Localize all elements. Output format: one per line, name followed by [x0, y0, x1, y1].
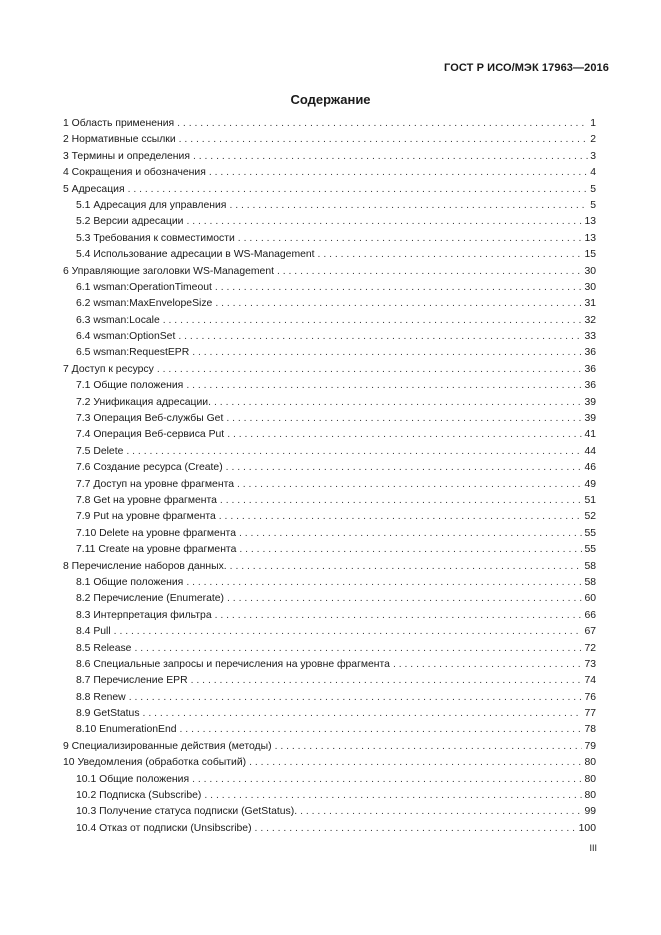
toc-subentry[interactable] [63, 657, 596, 673]
toc-subentry[interactable] [63, 460, 596, 476]
toc-entry-page: 4 [590, 167, 596, 179]
toc-leader-dots [186, 378, 582, 394]
toc-leader-dots [230, 559, 583, 575]
toc-entry-page: 36 [584, 380, 596, 392]
toc-subentry[interactable] [63, 804, 596, 820]
toc-entry[interactable] [63, 739, 596, 755]
toc-entry-label: 5.1 Адресация для управления [76, 199, 227, 211]
toc-leader-dots [318, 247, 583, 263]
toc-entry-page: 39 [584, 396, 596, 408]
toc-leader-dots [177, 116, 588, 132]
toc-entry-label: 7.4 Операция Веб-сервиса Put [76, 429, 225, 441]
toc-entry-page: 72 [584, 642, 596, 654]
toc-entry-label: 8.2 Перечисление (Enumerate) [76, 593, 225, 605]
toc-entry-label: 6.1 wsman:OperationTimeout [76, 281, 212, 293]
toc-leader-dots [134, 641, 582, 657]
toc-entry[interactable] [63, 149, 596, 165]
toc-entry-page: 30 [584, 281, 596, 293]
toc-entry-label: 7.11 Create на уровне фрагмента [76, 544, 237, 556]
toc-entry-label: 8.6 Специальные запросы и перечисления на уровне фрагмента [76, 658, 390, 670]
toc-subentry[interactable] [63, 214, 596, 230]
page-number: III [589, 843, 597, 853]
toc-entry-label: 5.2 Версии адресации [76, 216, 184, 228]
toc-entry[interactable] [63, 755, 596, 771]
toc-leader-dots [226, 460, 583, 476]
toc-entry-label: 7.3 Операция Веб-службы Get [76, 413, 224, 425]
toc-subentry[interactable] [63, 509, 596, 525]
toc-entry-label: 8.4 Pull [76, 626, 111, 638]
toc-entry-page: 41 [584, 429, 596, 441]
toc-leader-dots [300, 804, 582, 820]
toc-leader-dots [239, 526, 582, 542]
toc-entry-page: 99 [584, 806, 596, 818]
toc-leader-dots [143, 706, 583, 722]
toc-entry-page: 55 [584, 544, 596, 556]
toc-subentry[interactable] [63, 608, 596, 624]
toc-subentry[interactable] [63, 526, 596, 542]
toc-entry-label: 7.9 Put на уровне фрагмента [76, 511, 216, 523]
toc-entry-page: 77 [584, 708, 596, 720]
toc-leader-dots [128, 182, 589, 198]
toc-leader-dots [220, 493, 583, 509]
toc-subentry[interactable] [63, 591, 596, 607]
toc-entry-label: 8.3 Интерпретация фильтра [76, 609, 212, 621]
toc-leader-dots [238, 231, 583, 247]
toc-leader-dots [214, 395, 582, 411]
toc-entry-page: 67 [584, 626, 596, 638]
toc-entry-page: 1 [590, 118, 596, 129]
toc-entry-label: 6.2 wsman:MaxEnvelopeSize [76, 298, 213, 310]
toc-leader-dots [129, 690, 583, 706]
toc-subentry[interactable] [63, 427, 596, 443]
toc-entry-label: 7.5 Delete [76, 445, 124, 457]
toc-subentry[interactable] [63, 313, 596, 329]
toc-entry-page: 32 [584, 314, 596, 326]
toc-entry-label: 8.5 Release [76, 642, 132, 654]
toc-leader-dots [179, 132, 589, 148]
toc-entry-label: 7.2 Унификация адресации. [76, 396, 212, 408]
toc-leader-dots [227, 427, 582, 443]
toc-entry[interactable] [63, 362, 596, 378]
toc-entry-label: 10 Уведомления (обработка событий) [63, 757, 247, 769]
toc-entry-label: 10.2 Подписка (Subscribe) [76, 790, 202, 802]
toc-leader-dots [209, 165, 588, 181]
toc-subentry[interactable] [63, 673, 596, 689]
toc-entry-page: 30 [584, 265, 596, 277]
toc-subentry[interactable] [63, 378, 596, 394]
toc-entry-page: 100 [578, 822, 596, 834]
toc-entry-page: 36 [584, 363, 596, 375]
toc-entry-page: 39 [584, 413, 596, 425]
toc-leader-dots [192, 345, 582, 361]
toc-subentry[interactable] [63, 788, 596, 804]
toc-entry-label: 7.8 Get на уровне фрагмента [76, 494, 217, 506]
toc-entry-page: 60 [584, 593, 596, 605]
page-title: Содержание [290, 92, 371, 107]
toc-subentry[interactable] [63, 395, 596, 411]
toc-entry[interactable] [63, 182, 596, 198]
toc-entry[interactable] [63, 165, 596, 181]
toc-entry-page: 46 [584, 462, 596, 474]
toc-leader-dots [186, 575, 582, 591]
toc-entry-page: 44 [584, 445, 596, 457]
toc-leader-dots [193, 149, 588, 165]
toc-entry-page: 73 [584, 658, 596, 670]
toc-entry-label: 6.5 wsman:RequestEPR [76, 347, 190, 359]
toc-entry-label: 6.4 wsman:OptionSet [76, 331, 176, 343]
toc-entry-label: 4 Сокращения и обозначения [63, 167, 206, 179]
toc-leader-dots [126, 444, 582, 460]
toc-entry-page: 58 [584, 576, 596, 588]
toc-entry-label: 10.1 Общие положения [76, 773, 190, 785]
toc-subentry[interactable] [63, 444, 596, 460]
toc-entry-label: 5.3 Требования к совместимости [76, 232, 235, 244]
toc-entry-page: 51 [584, 494, 596, 506]
toc-subentry[interactable] [63, 706, 596, 722]
toc-entry[interactable] [63, 132, 596, 148]
toc-leader-dots [226, 411, 582, 427]
toc-entry-page: 76 [584, 691, 596, 703]
toc-leader-dots [215, 296, 582, 312]
toc-subentry[interactable] [63, 280, 596, 296]
toc-leader-dots [229, 198, 588, 214]
toc-entry-label: 1 Область применения [63, 118, 175, 129]
toc-entry[interactable] [63, 559, 596, 575]
toc-entry-label: 7.6 Создание ресурса (Create) [76, 462, 223, 474]
toc-entry-page: 79 [584, 740, 596, 752]
toc-leader-dots [114, 624, 583, 640]
toc-subentry[interactable] [63, 641, 596, 657]
toc-leader-dots [186, 214, 582, 230]
toc-subentry[interactable] [63, 772, 596, 788]
toc-subentry[interactable] [63, 690, 596, 706]
toc-entry-page: 33 [584, 331, 596, 343]
toc-entry-page: 66 [584, 609, 596, 621]
toc-entry-label: 3 Термины и определения [63, 150, 190, 162]
toc-subentry[interactable] [63, 296, 596, 312]
toc-subentry[interactable] [63, 329, 596, 345]
toc-entry-page: 55 [584, 527, 596, 539]
toc-entry-page: 31 [584, 298, 596, 310]
toc-entry-label: 8.7 Перечисление EPR [76, 675, 188, 687]
toc-entry-page: 5 [590, 199, 596, 211]
toc-entry-page: 80 [584, 773, 596, 785]
toc-entry-label: 9 Специализированные действия (методы) [63, 740, 272, 752]
toc-leader-dots [277, 264, 582, 280]
toc-entry-page: 5 [590, 183, 596, 195]
standard-designation: ГОСТ Р ИСО/МЭК 17963—2016 [444, 62, 609, 74]
toc-leader-dots [215, 608, 583, 624]
toc-entry-page: 13 [584, 232, 596, 244]
toc-entry-label: 6 Управляющие заголовки WS-Management [63, 265, 274, 277]
toc-entry-page: 74 [584, 675, 596, 687]
toc-subentry[interactable] [63, 247, 596, 263]
toc-entry-label: 8.10 EnumerationEnd [76, 724, 177, 736]
toc-leader-dots [227, 591, 582, 607]
toc-entry-label: 8.1 Общие положения [76, 576, 184, 588]
toc-entry-page: 80 [584, 790, 596, 802]
toc-subentry[interactable] [63, 575, 596, 591]
toc-leader-dots [192, 772, 582, 788]
toc-entry-label: 7.7 Доступ на уровне фрагмента [76, 478, 234, 490]
toc-leader-dots [255, 821, 577, 837]
toc-subentry[interactable] [63, 542, 596, 558]
toc-entry[interactable] [63, 264, 596, 280]
toc-entry-label: 7.10 Delete на уровне фрагмента [76, 527, 236, 539]
toc-entry-page: 78 [584, 724, 596, 736]
table-of-contents [63, 116, 596, 837]
toc-leader-dots [275, 739, 583, 755]
toc-entry-page: 36 [584, 347, 596, 359]
toc-entry-page: 15 [584, 249, 596, 261]
toc-subentry[interactable] [63, 722, 596, 738]
toc-entry-label: 7.1 Общие положения [76, 380, 184, 392]
toc-leader-dots [180, 722, 583, 738]
toc-entry-label: 7 Доступ к ресурсу [63, 363, 154, 375]
toc-entry-page: 13 [584, 216, 596, 228]
toc-entry-label: 10.4 Отказ от подписки (Unsibscribe) [76, 822, 252, 834]
toc-leader-dots [237, 477, 582, 493]
toc-entry-label: 8.9 GetStatus [76, 708, 140, 720]
toc-leader-dots [163, 313, 583, 329]
toc-entry-page: 58 [584, 560, 596, 572]
toc-subentry[interactable] [63, 411, 596, 427]
toc-leader-dots [219, 509, 583, 525]
toc-entry-label: 5.4 Использование адресации в WS-Management [76, 249, 315, 261]
toc-entry-label: 5 Адресация [63, 183, 125, 195]
toc-entry-label: 8 Перечисление наборов данных. [63, 560, 227, 572]
toc-entry-page: 80 [584, 757, 596, 769]
toc-subentry[interactable] [63, 198, 596, 214]
toc-leader-dots [215, 280, 583, 296]
toc-subentry[interactable] [63, 821, 596, 837]
toc-subentry[interactable] [63, 493, 596, 509]
toc-entry-label: 10.3 Получение статуса подписки (GetStatus). [76, 806, 298, 818]
toc-subentry[interactable] [63, 231, 596, 247]
toc-entry-label: 2 Нормативные ссылки [63, 134, 176, 146]
toc-entry-page: 49 [584, 478, 596, 490]
toc-leader-dots [239, 542, 582, 558]
toc-leader-dots [191, 673, 583, 689]
toc-leader-dots [204, 788, 582, 804]
toc-leader-dots [249, 755, 582, 771]
toc-leader-dots [393, 657, 582, 673]
toc-leader-dots [178, 329, 582, 345]
toc-entry-label: 8.8 Renew [76, 691, 126, 703]
toc-subentry[interactable] [63, 477, 596, 493]
toc-entry-label: 6.3 wsman:Locale [76, 314, 160, 326]
toc-entry[interactable] [63, 116, 596, 132]
toc-subentry[interactable] [63, 345, 596, 361]
toc-entry-page: 2 [590, 134, 596, 146]
toc-subentry[interactable] [63, 624, 596, 640]
toc-entry-page: 52 [584, 511, 596, 523]
toc-leader-dots [157, 362, 583, 378]
toc-entry-page: 3 [590, 150, 596, 162]
